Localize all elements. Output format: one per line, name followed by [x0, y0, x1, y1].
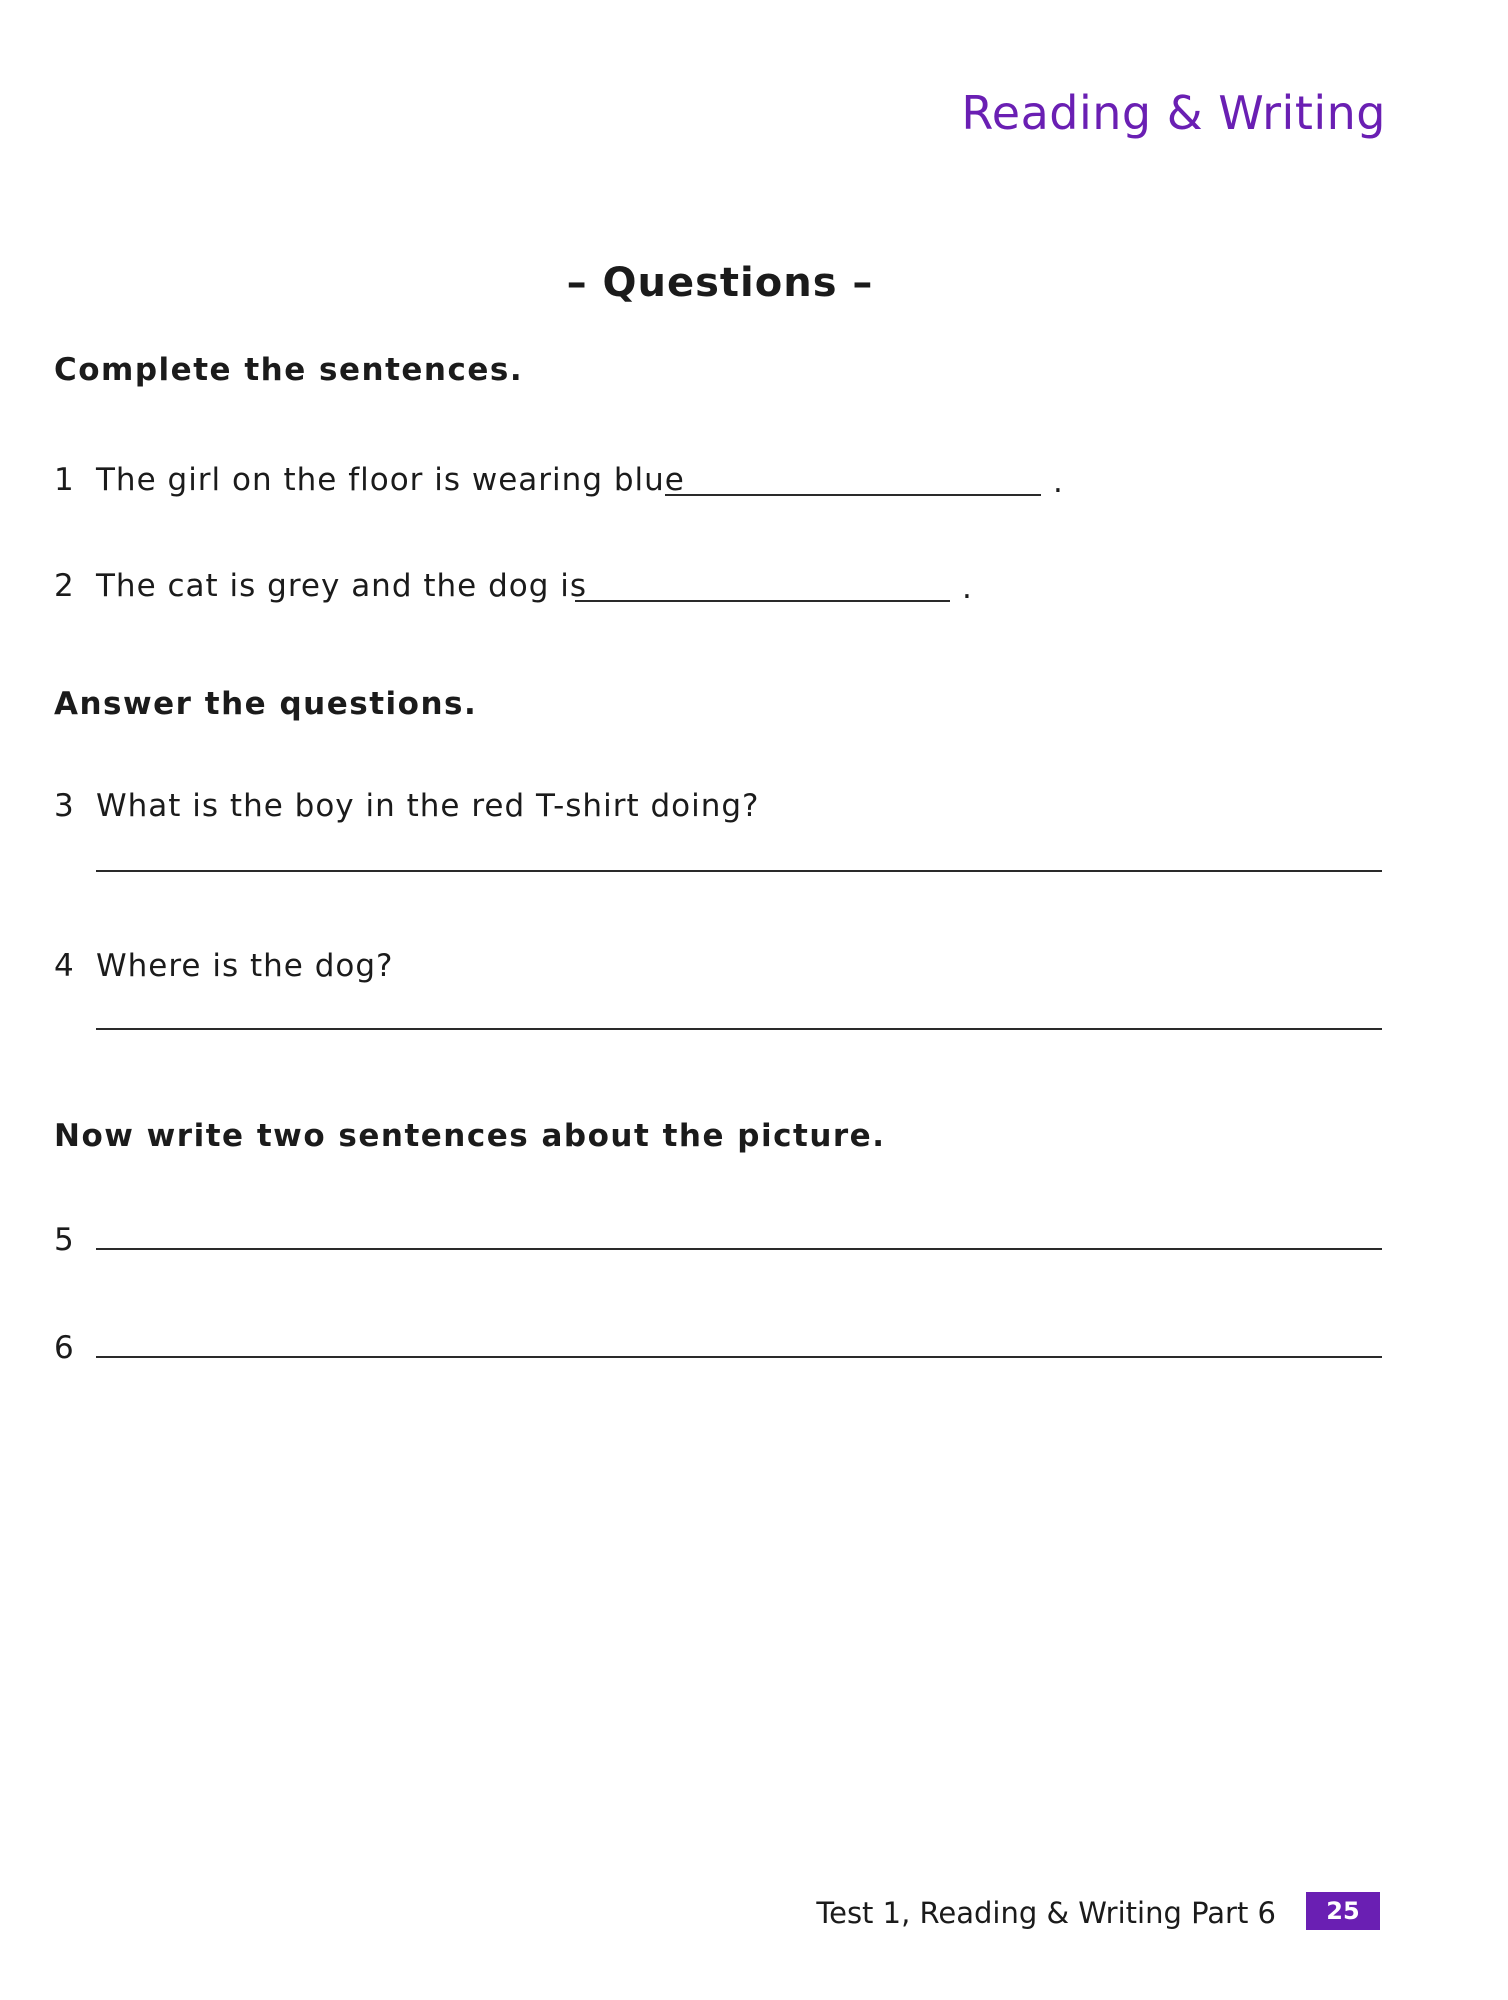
- instruction-complete-sentences: Complete the sentences.: [54, 352, 524, 388]
- answer-line-5[interactable]: [96, 1248, 1382, 1250]
- page-title: – Questions –: [566, 260, 874, 306]
- sentence-end: .: [1053, 464, 1063, 500]
- question-text: Where is the dog?: [96, 948, 394, 984]
- answer-blank-1[interactable]: [665, 494, 1041, 496]
- line-number: 6: [54, 1330, 74, 1366]
- question-text: The girl on the floor is wearing blue: [96, 462, 685, 498]
- answer-line-3[interactable]: [96, 870, 1382, 872]
- line-number: 5: [54, 1222, 74, 1258]
- instruction-write-sentences: Now write two sentences about the picture.: [54, 1118, 886, 1154]
- question-number: 4: [54, 948, 74, 984]
- instruction-answer-questions: Answer the questions.: [54, 686, 478, 722]
- answer-line-6[interactable]: [96, 1356, 1382, 1358]
- page-number-badge: 25: [1306, 1892, 1380, 1930]
- question-text: The cat is grey and the dog is: [96, 568, 588, 604]
- sentence-end: .: [962, 570, 972, 606]
- footer-text: Test 1, Reading & Writing Part 6: [816, 1896, 1276, 1930]
- answer-line-4[interactable]: [96, 1028, 1382, 1030]
- question-text: What is the boy in the red T-shirt doing?: [96, 788, 760, 824]
- answer-blank-2[interactable]: [575, 600, 950, 602]
- section-title: Reading & Writing: [961, 86, 1386, 140]
- question-number: 1: [54, 462, 74, 498]
- question-number: 3: [54, 788, 74, 824]
- question-number: 2: [54, 568, 74, 604]
